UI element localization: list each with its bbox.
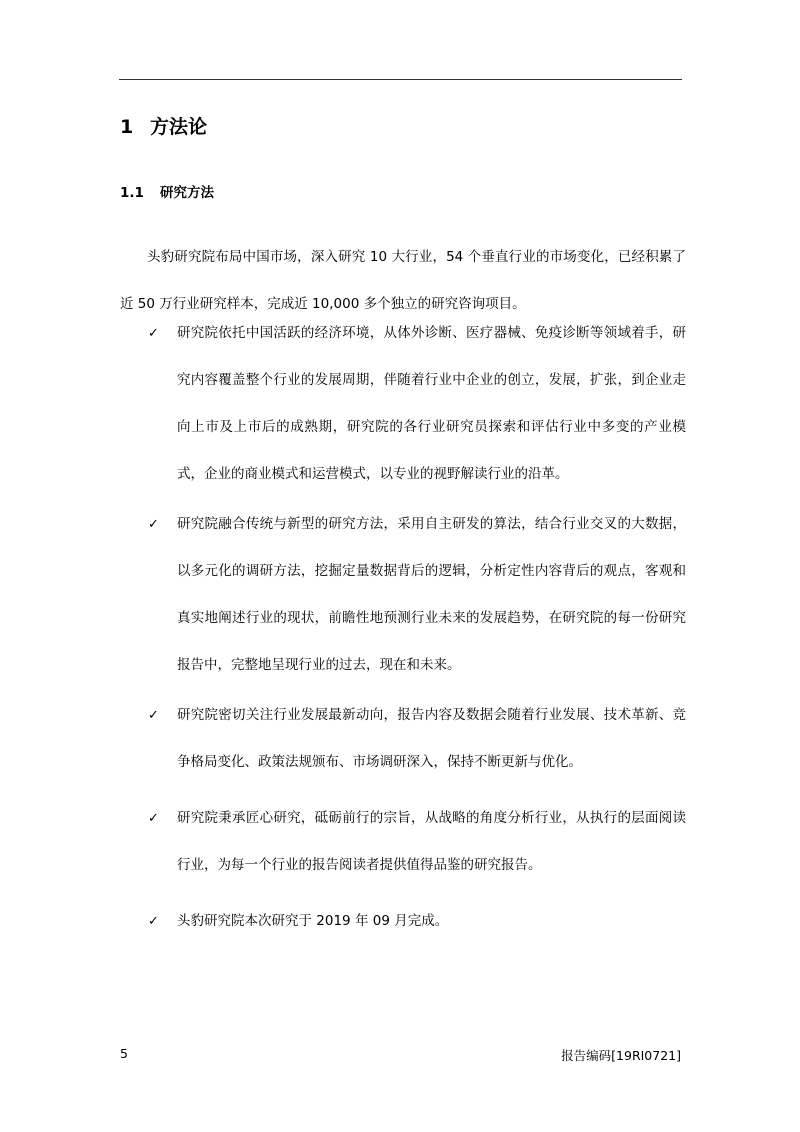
subsection-heading [120, 181, 214, 201]
report-code: 报告编码[19RI0721] [561, 1048, 681, 1063]
section-title: 方法论 [150, 116, 208, 138]
check-icon: ✓ [148, 708, 159, 723]
bullet-text: 研究院融合传统与新型的研究方法，采用自主研发的算法，结合行业交叉的大数据，以多元化的调研方法，挖掘定量数据背后的逻辑，分析定性内容背后的观点，客观和真实地阐述行业的现状，前瞻性地预测行业未来的发展趋势，在研究院的每一份研究报告中，完整地呈现行业的过去，现在和未来。 [177, 516, 686, 673]
intro-paragraph: 头豹研究院布局中国市场，深入研究 10 大行业，54 个垂直行业的市场变化，已经积累了近 50 万行业研究样本，完成近 10,000 多个独立的研究咨询项目。 [120, 249, 686, 312]
header-rule [119, 79, 682, 80]
section-number: 1 [120, 116, 134, 138]
subsection-number: 1.1 [120, 185, 144, 201]
bullet-text: 研究院秉承匠心研究，砥砺前行的宗旨，从战略的角度分析行业，从执行的层面阅读行业，为每一个行业的报告阅读者提供值得品鉴的研究报告。 [177, 810, 686, 873]
bullet-text: 研究院依托中国活跃的经济环境，从体外诊断、医疗器械、免疫诊断等领域着手，研究内容覆盖整个行业的发展周期，伴随着行业中企业的创立，发展，扩张，到企业走向上市及上市后的成熟期，研究院的各行业研究员探索和评估行业中多变的产业模式，企业的商业模式和运营模式，以专业的视野解读行业的沿革。 [177, 325, 686, 482]
page-number: 5 [120, 1046, 128, 1061]
check-icon: ✓ [148, 914, 159, 929]
bullet-text: 研究院密切关注行业发展最新动向，报告内容及数据会随着行业发展、技术革新、竞争格局变化、政策法规颁布、市场调研深入，保持不断更新与优化。 [177, 707, 686, 770]
check-icon: ✓ [148, 326, 159, 341]
section-heading [120, 112, 207, 139]
check-icon: ✓ [148, 517, 159, 532]
bullet-text: 头豹研究院本次研究于 2019 年 09 月完成。 [177, 913, 449, 929]
check-icon: ✓ [148, 811, 159, 826]
subsection-title: 研究方法 [160, 185, 214, 201]
